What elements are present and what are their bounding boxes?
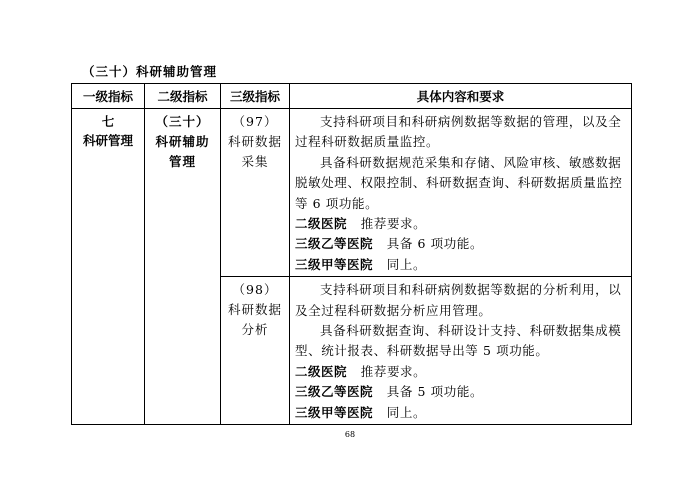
table-row (72, 109, 632, 277)
level3-cell (221, 277, 290, 425)
level2-number: （三十） (155, 114, 210, 129)
level3-name-line1: 科研数据 (227, 134, 282, 149)
header-content: 具体内容和要求 (290, 84, 632, 109)
indicator-table (71, 83, 632, 425)
level3-number: （97） (232, 114, 278, 129)
requirement-line (295, 403, 626, 423)
level1-cell (72, 109, 145, 425)
requirement-line (295, 362, 626, 382)
requirement-text: 推荐要求。 (360, 363, 427, 379)
level1-name: 科研管理 (82, 133, 133, 148)
level3-name-line2: 采集 (241, 154, 269, 169)
level2-name-line1: 科研辅助 (155, 134, 210, 149)
table-header-row (72, 84, 632, 109)
content-paragraph: 具备科研数据规范采集和存储、风险审核、敏感数据脱敏处理、权限控制、科研数据查询、科研数据质量监控等 6 项功能。 (295, 154, 623, 211)
content-paragraph: 支持科研项目和科研病例数据等数据的分析利用，以及全过程科研数据分析应用管理。 (295, 282, 622, 318)
level2-cell-empty (145, 277, 221, 425)
page-number: 68 (344, 430, 356, 439)
requirement-text: 具备 5 项功能。 (386, 384, 484, 400)
requirement-level: 三级甲等医院 (295, 404, 374, 420)
content-paragraph: 支持科研项目和科研病例数据等数据的管理，以及全过程科研数据质量监控。 (295, 114, 622, 150)
level1-number: 七 (101, 114, 115, 129)
requirement-text: 推荐要求。 (360, 216, 427, 232)
requirement-line (295, 255, 626, 275)
header-level2: 二级指标 (145, 84, 221, 109)
level2-cell (145, 109, 221, 277)
requirement-line (295, 234, 626, 254)
table-row (72, 277, 632, 425)
requirement-text: 具备 6 项功能。 (386, 236, 484, 252)
content-cell (290, 109, 632, 277)
header-level1: 一级指标 (72, 84, 145, 109)
level3-name-line1: 科研数据 (227, 302, 282, 318)
requirement-level: 三级甲等医院 (295, 256, 374, 272)
level2-name-line2: 管理 (168, 154, 196, 169)
requirement-level: 三级乙等医院 (295, 236, 374, 252)
requirement-level: 三级乙等医院 (295, 384, 374, 400)
requirement-level: 二级医院 (295, 216, 348, 232)
requirement-text: 同上。 (386, 404, 427, 420)
requirement-line (295, 382, 626, 402)
content-paragraph: 具备科研数据查询、科研设计支持、科研数据集成模型、统计报表、科研数据导出等 5 项功能。 (295, 323, 622, 359)
level3-name-line2: 分析 (241, 322, 269, 338)
content-cell (290, 277, 632, 425)
level3-number: （98） (232, 282, 278, 298)
requirement-level: 二级医院 (295, 363, 348, 379)
requirement-text: 同上。 (386, 256, 427, 272)
requirement-line (295, 214, 626, 234)
header-level3: 三级指标 (221, 84, 290, 109)
section-title: （三十）科研辅助管理 (82, 64, 218, 79)
level3-cell (221, 109, 290, 277)
